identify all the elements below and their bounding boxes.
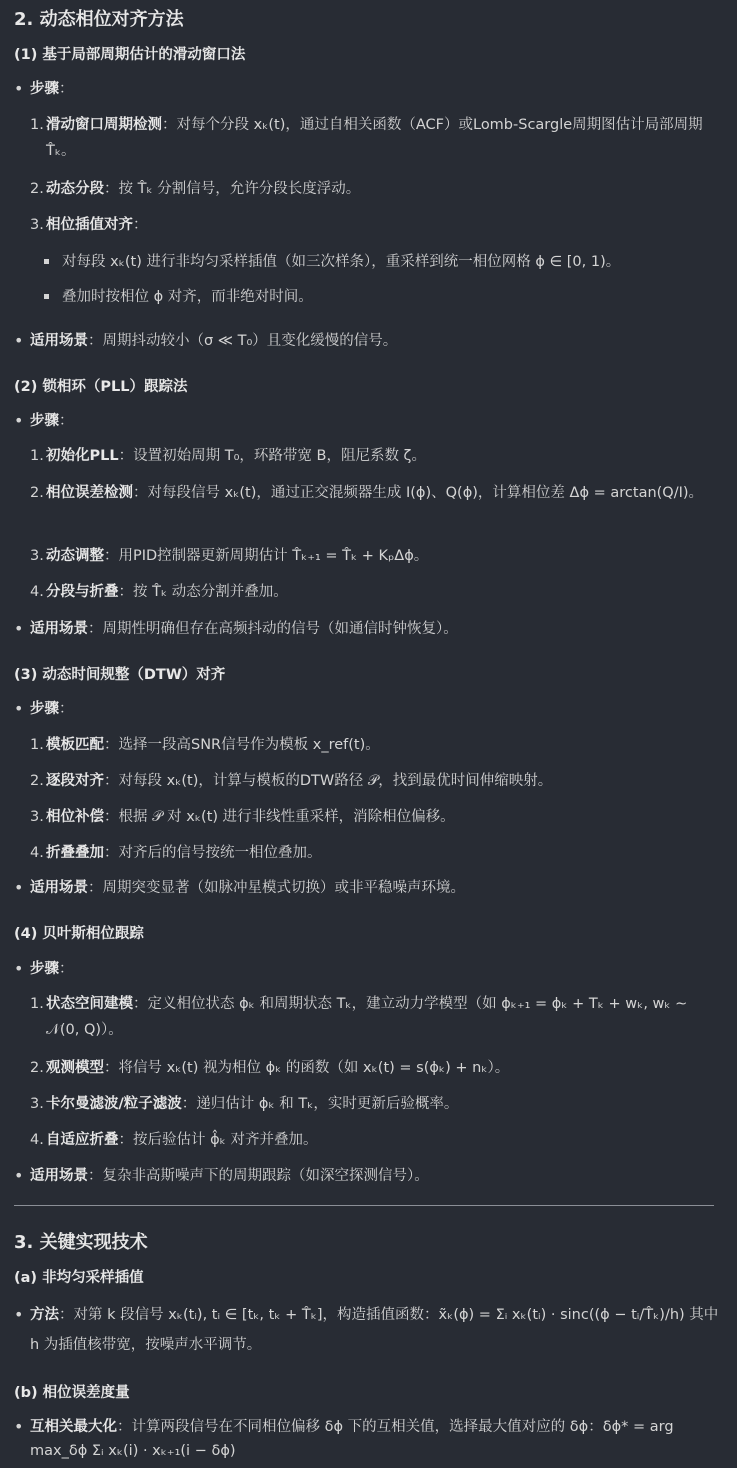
step-2-2: 2. 相位误差检测：对每段信号 xₖ(t)，通过正交混频器生成 I(ϕ)、Q(ϕ)，计算相位差 Δϕ = arctan(Q/I)。 xyxy=(30,485,704,501)
steps-label-2: • 步骤： xyxy=(14,410,723,432)
subsection-title-4: (4) 贝叶斯相位跟踪 xyxy=(14,926,144,942)
step-4-2: 2. 观测模型：将信号 xₖ(t) 视为相位 ϕₖ 的函数（如 xₖ(t) = s(ϕₖ) + nₖ）。 xyxy=(30,1060,510,1076)
step-1-3-sub-2: 叠加时按相位 ϕ 对齐，而非绝对时间。 xyxy=(44,286,717,308)
scene-2: • 适用场景：周期性明确但存在高频抖动的信号（如通信时钟恢复）。 xyxy=(14,618,723,640)
subsection-title-3: (3) 动态时间规整（DTW）对齐 xyxy=(14,667,226,683)
step-1-2: 2. 动态分段：按 T̂ₖ 分割信号，允许分段长度浮动。 xyxy=(30,181,361,197)
subsection-title-1: (1) 基于局部周期估计的滑动窗口法 xyxy=(14,47,246,63)
steps-label-4: • 步骤： xyxy=(14,958,723,980)
section-divider xyxy=(14,1205,714,1206)
subsection-title-2: (2) 锁相环（PLL）跟踪法 xyxy=(14,379,188,395)
step-2-3: 3. 动态调整：用PID控制器更新周期估计 T̂ₖ₊₁ = T̂ₖ + KₚΔϕ。 xyxy=(30,548,429,564)
step-1-3-sub-1: 对每段 xₖ(t) 进行非均匀采样插值（如三次样条），重采样到统一相位网格 ϕ ∈ [0, 1)。 xyxy=(44,251,717,273)
scene-4: • 适用场景：复杂非高斯噪声下的周期跟踪（如深空探测信号）。 xyxy=(14,1165,723,1187)
step-3-4: 4. 折叠叠加：对齐后的信号按统一相位叠加。 xyxy=(30,845,322,861)
step-1-1: 1. 滑动窗口周期检测：对每个分段 xₖ(t)，通过自相关函数（ACF）或Lomb-Scargle周期图估计局部周期 T̂ₖ。 xyxy=(30,117,703,159)
step-3-3: 3. 相位补偿：根据 𝒫 对 xₖ(t) 进行非线性重采样，消除相位偏移。 xyxy=(30,809,455,825)
step-2-1: 1. 初始化PLL：设置初始周期 T₀，环路带宽 B，阻尼系数 ζ。 xyxy=(30,448,426,464)
section-title-impl: 3. 关键实现技术 xyxy=(14,1232,148,1253)
subsection-title-b: (b) 相位误差度量 xyxy=(14,1385,130,1401)
step-3-2: 2. 逐段对齐：对每段 xₖ(t)，计算与模板的DTW路径 𝒫，找到最优时间伸缩映射。 xyxy=(30,773,553,789)
method-b: • 互相关最大化：计算两段信号在不同相位偏移 δϕ 下的互相关值，选择最大值对应的 δϕ：δϕ* = arg max_δϕ Σᵢ xₖ(i) · xₖ₊₁(i − δϕ) xyxy=(14,1415,723,1463)
section-title-dynamic: 2. 动态相位对齐方法 xyxy=(14,9,184,30)
step-4-1: 1. 状态空间建模：定义相位状态 ϕₖ 和周期状态 Tₖ，建立动力学模型（如 ϕₖ₊₁ = ϕₖ + Tₖ + wₖ, wₖ ∼ 𝒩(0, Q)）。 xyxy=(30,996,688,1038)
scene-1: • 适用场景：周期抖动较小（σ ≪ T₀）且变化缓慢的信号。 xyxy=(14,330,723,352)
subsection-title-a: (a) 非均匀采样插值 xyxy=(14,1270,144,1286)
method-a: • 方法：对第 k 段信号 xₖ(tᵢ), tᵢ ∈ [tₖ, tₖ + T̂ₖ]，构造插值函数：x̃ₖ(ϕ) = Σᵢ xₖ(tᵢ) · sinc((ϕ − tᵢ/T̂ₖ)/h) 其中 h 为插值核带宽，按噪声水平调节。 xyxy=(14,1300,723,1360)
step-4-3: 3. 卡尔曼滤波/粒子滤波：递归估计 ϕₖ 和 Tₖ，实时更新后验概率。 xyxy=(30,1096,459,1112)
step-4-4: 4. 自适应折叠：按后验估计 ϕ̂ₖ 对齐并叠加。 xyxy=(30,1132,318,1148)
steps-label-3: • 步骤： xyxy=(14,698,723,720)
steps-label-1: • 步骤： xyxy=(14,78,723,100)
step-1-3: 3. 相位插值对齐： xyxy=(30,217,148,233)
step-3-1: 1. 模板匹配：选择一段高SNR信号作为模板 x_ref(t)。 xyxy=(30,737,380,753)
scene-3: • 适用场景：周期突变显著（如脉冲星模式切换）或非平稳噪声环境。 xyxy=(14,877,723,899)
step-2-4: 4. 分段与折叠：按 T̂ₖ 动态分割并叠加。 xyxy=(30,584,288,600)
